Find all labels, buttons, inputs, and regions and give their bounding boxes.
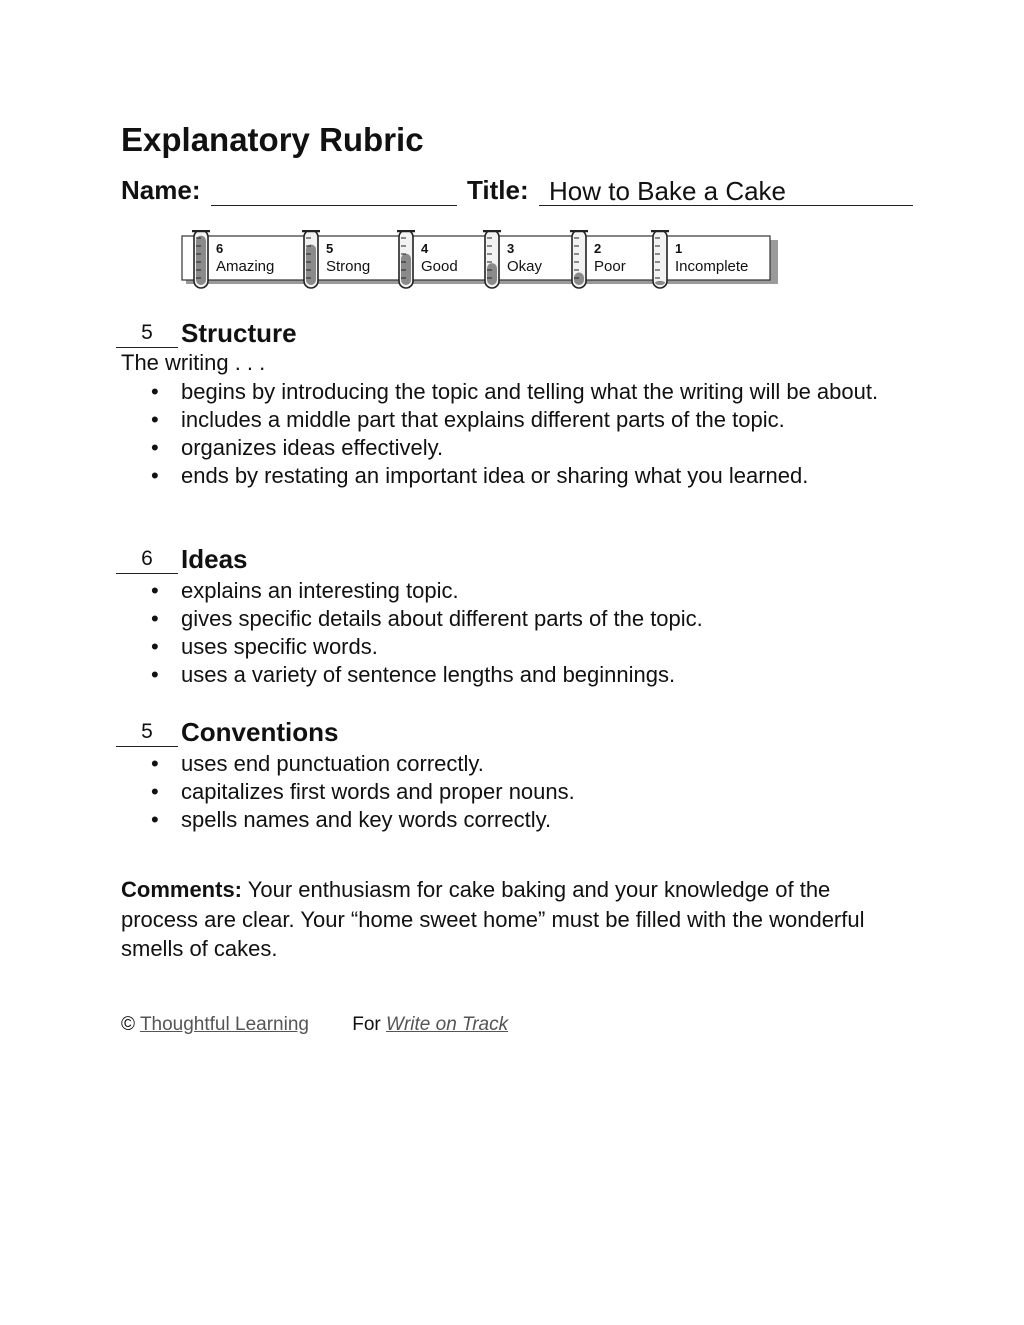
scale-label: Incomplete xyxy=(675,258,749,275)
name-field-line[interactable] xyxy=(211,205,457,206)
footer xyxy=(121,1014,508,1036)
title-value: How to Bake a Cake xyxy=(549,176,787,206)
thoughtful-learning-link[interactable]: Thoughtful Learning xyxy=(139,1014,309,1035)
scale-number: 6 xyxy=(216,241,224,256)
comments-label: Comments: xyxy=(121,877,243,902)
comments xyxy=(121,875,911,964)
list-item: • explains an interesting topic. xyxy=(121,577,901,605)
scale-label: Poor xyxy=(594,258,626,275)
list-item: • uses specific words. xyxy=(121,633,901,661)
test-tube-icon xyxy=(653,230,667,288)
scale-number: 5 xyxy=(326,241,334,256)
tube-fill xyxy=(487,263,497,285)
list-item: • uses a variety of sentence lengths and beginnings. xyxy=(121,661,901,689)
scale-number: 3 xyxy=(507,241,515,256)
list-item: • organizes ideas effectively. xyxy=(121,434,901,462)
list-item: • gives specific details about different parts of the topic. xyxy=(121,605,901,633)
conventions-score-line xyxy=(116,746,178,747)
structure-list xyxy=(121,378,901,490)
rating-scale-graphic xyxy=(180,230,780,296)
list-item: • capitalizes first words and proper nouns. xyxy=(121,778,901,806)
comments-text: Your enthusiasm for cake baking and your knowledge of the process are clear. Your “home sweet home” must be filled with the wonderful smells of cakes. xyxy=(121,877,865,961)
ideas-list xyxy=(121,577,901,689)
list-item: • spells names and key words correctly. xyxy=(121,806,901,834)
scale-number: 2 xyxy=(594,241,602,256)
list-item: • ends by restating an important idea or sharing what you learned. xyxy=(121,462,901,490)
scale-label: Amazing xyxy=(216,258,275,275)
write-on-track-link[interactable] xyxy=(386,1014,508,1035)
for-label: For xyxy=(352,1014,381,1035)
scale-number: 4 xyxy=(421,241,429,256)
scale-label: Okay xyxy=(507,258,543,275)
structure-heading-row xyxy=(116,318,436,352)
tube-fill xyxy=(655,281,665,285)
tube-fill xyxy=(574,273,584,285)
structure-heading: Structure xyxy=(181,318,297,348)
rating-scale xyxy=(180,230,780,296)
scale-label: Strong xyxy=(326,258,371,275)
ideas-heading: Ideas xyxy=(181,544,248,574)
copyright-symbol: © xyxy=(121,1014,135,1035)
structure-score: 5 xyxy=(141,321,153,344)
structure-score-line xyxy=(116,347,178,348)
list-item: • begins by introducing the topic and telling what the writing will be about. xyxy=(121,378,901,406)
conventions-score: 5 xyxy=(141,720,153,743)
conventions-list xyxy=(121,750,901,834)
tube-fill xyxy=(401,254,411,285)
conventions-heading-row xyxy=(116,717,436,751)
ideas-score-line xyxy=(116,573,178,574)
conventions-heading: Conventions xyxy=(181,717,339,747)
title-label: Title: xyxy=(467,175,529,205)
list-item: • includes a middle part that explains different parts of the topic. xyxy=(121,406,901,434)
tube-fill xyxy=(306,244,316,285)
list-item: • uses end punctuation correctly. xyxy=(121,750,901,778)
ideas-score: 6 xyxy=(141,547,153,570)
ideas-heading-row xyxy=(116,544,436,578)
name-title-row xyxy=(121,172,921,212)
scale-label: Good xyxy=(421,258,458,275)
scale-number: 1 xyxy=(675,241,683,256)
write-on-track-title: Write on Track xyxy=(386,1014,509,1035)
structure-intro: The writing . . . xyxy=(121,350,266,375)
name-label: Name: xyxy=(121,175,201,205)
page-title: Explanatory Rubric xyxy=(121,121,424,158)
